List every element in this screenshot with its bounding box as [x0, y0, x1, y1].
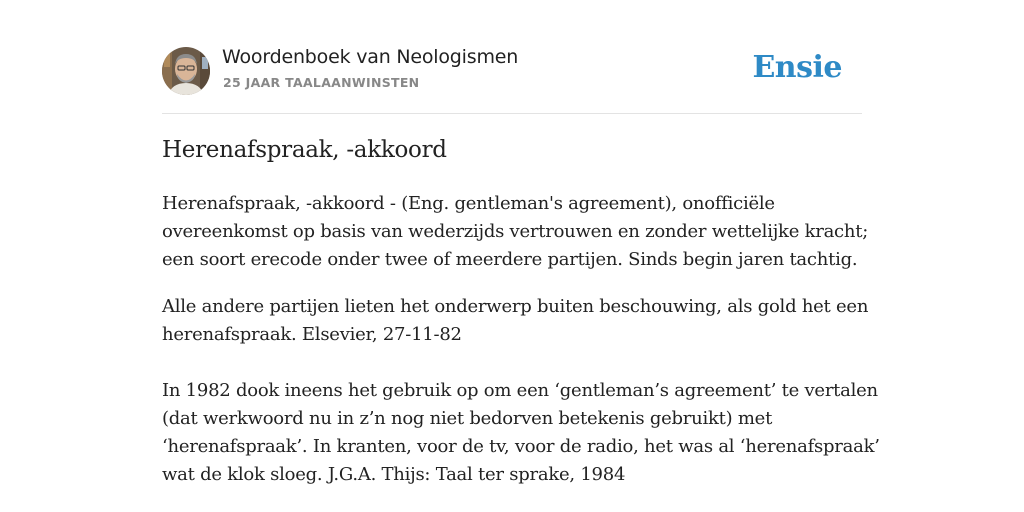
- author-avatar[interactable]: [162, 47, 210, 95]
- commentary-line: In 1982 dook ineens het gebruik op om een ‘gentleman’s agreement’ te vertalen: [162, 380, 878, 401]
- source-subtitle: 25 JAAR TAALAANWINSTEN: [223, 75, 420, 90]
- author-portrait-icon: [162, 47, 210, 95]
- definition-paragraph: [162, 190, 869, 274]
- definition-line: Herenafspraak, -akkoord - (Eng. gentleman's agreement), onofficiële: [162, 193, 775, 214]
- commentary-line: ‘herenafspraak’. In kranten, voor de tv, voor de radio, het was al ‘herenafspraak’: [162, 436, 880, 457]
- quote-line: herenafspraak. Elsevier, 27-11-82: [162, 324, 462, 345]
- ensie-logo[interactable]: Ensie: [752, 50, 842, 85]
- quote-line: Alle andere partijen lieten het onderwerp buiten beschouwing, als gold het een: [162, 296, 869, 317]
- definition-line: overeenkomst op basis van wederzijds vertrouwen en zonder wettelijke kracht;: [162, 221, 869, 242]
- commentary-line: (dat werkwoord nu in z’n nog niet bedorven betekenis gebruikt) met: [162, 408, 773, 429]
- quote-paragraph: [162, 293, 869, 349]
- source-name[interactable]: Woordenboek van Neologismen: [222, 46, 519, 68]
- source-header: [162, 46, 862, 96]
- definition-line: een soort erecode onder twee of meerdere partijen. Sinds begin jaren tachtig.: [162, 249, 858, 270]
- commentary-line: wat de klok sloeg. J.G.A. Thijs: Taal ter sprake, 1984: [162, 464, 626, 485]
- entry-card: [162, 46, 862, 96]
- commentary-paragraph: [162, 377, 880, 489]
- header-divider: [162, 113, 862, 114]
- entry-title: Herenafspraak, -akkoord: [162, 137, 447, 163]
